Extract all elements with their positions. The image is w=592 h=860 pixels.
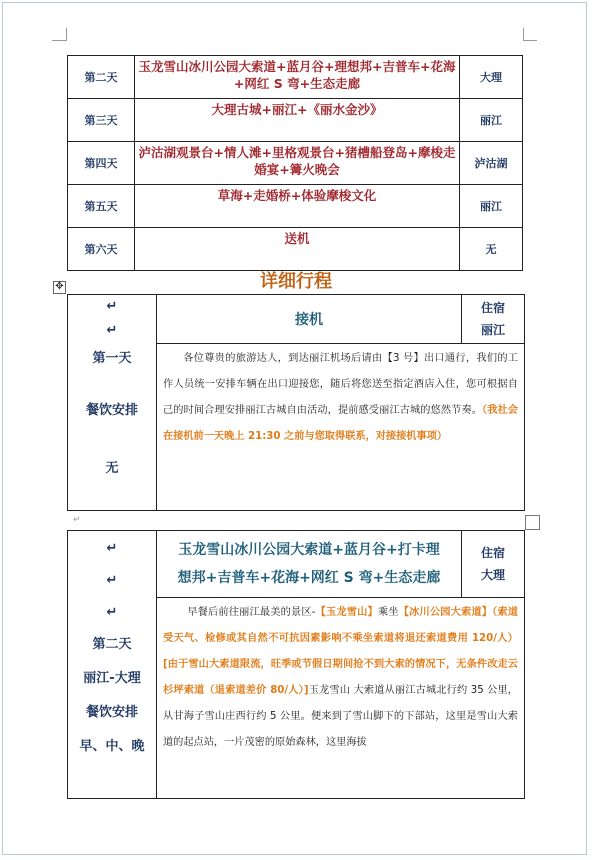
paragraph-mark-icon: ↵ [106,323,118,338]
route-line: 泸沽湖观景台+情人滩+里格观景台+猪槽船登岛+摩梭走 [138,145,456,160]
stay-label: 住宿 [480,546,505,560]
day2-title [157,531,462,598]
route-cell [135,56,460,99]
title-line: 玉龙雪山冰川公园大索道+蓝月谷+打卡理 [178,542,440,558]
stay-value: 大理 [480,568,505,582]
spot-highlight: 【玉龙雪山】 [315,607,378,618]
route-line: 大理古城+丽江+《丽水金沙》 [211,102,383,117]
paragraph-mark-icon: ↵ [106,573,118,588]
day-label: 第三天 [68,99,135,142]
table-row [68,185,523,228]
table-row [68,99,523,142]
meal-spacer [68,375,156,399]
route-cell [135,185,460,228]
paragraph-mark-icon: ↵ [106,541,118,556]
crop-mark-tr-v [523,28,524,41]
move-icon[interactable]: ✥ [53,281,66,294]
route-cell [135,99,460,142]
crop-mark-tl-v [66,28,67,41]
table-row [68,142,523,185]
description-text: 早餐后前往丽江最美的景区- [187,607,316,618]
stay-cell: 丽江 [460,185,523,228]
stay-label: 住宿 [480,301,505,315]
paragraph-mark-icon: ↵ [73,515,81,525]
spot-highlight: 【冰川公园大索道】 [398,607,493,618]
meal-label: 餐饮安排 [85,403,138,418]
table-row [68,295,525,344]
stay-cell: 大理 [460,56,523,99]
paragraph-mark-icon: ↵ [106,605,118,620]
route-line: 送机 [284,231,310,246]
table-end-box [525,515,540,530]
description-text: 玉龙雪山 大索道从丽江古城北行约 35 公里，从甘海子雪山庄西行约 5 公里。便来到了雪山脚下的下部站，这里是雪山大索道的起点站，一片茂密的原始森林，这里海拔 [163,685,518,748]
day2-description [157,598,525,799]
meal-value: 早、中、晚 [79,739,145,754]
description-text: 乘坐 [377,607,399,618]
section-title: 详细行程 [260,271,332,292]
ropeway-notice: （索道受天气、检修或其自然不可抗因素影响不乘坐索道将退还索道费用 120/人）[由于雪山大索道限流，旺季或节假日期间抢不到大索的情况下，无条件改走云杉坪索道（退索道差价 80/人）] [163,607,518,696]
title-line: 想邦+吉普车+花海+网红 S 弯+生态走廊 [177,570,441,586]
day-label: 第四天 [68,142,135,185]
route-cell [135,142,460,185]
day1-table [67,294,525,511]
day-label: 第一天 [92,351,132,366]
description-text: 各位尊贵的旅游达人，到达丽江机场后请由【3 号】出口通行，我们的工作人员统一安排车辆在出口迎接您，随后将您送至指定酒店入住，您可根据自己的时间合理安排丽江古城自由活动，提前感受丽江古城的悠然节奏。 [163,353,518,416]
day-label: 第二天 [92,637,132,652]
route-summary: 丽江-大理 [83,671,141,686]
day1-left-column [68,295,157,511]
stay-cell [462,531,525,598]
day1-title: 接机 [157,295,462,344]
route-line: 婚宴+篝火晚会 [254,162,340,177]
day-label: 第六天 [68,228,135,271]
route-cell [135,228,460,271]
stay-cell [462,295,525,344]
stay-cell: 无 [460,228,523,271]
route-line: 草海+走婚桥+体验摩梭文化 [217,188,377,203]
day1-description [157,344,525,511]
meal-value: 无 [105,461,119,476]
stay-cell: 泸沽湖 [460,142,523,185]
table-row [68,56,523,99]
contact-notice: （我社会在接机前一天晚上 21:30 之前与您取得联系，对接接机事项） [163,405,518,442]
paragraph-mark-icon: ↵ [106,299,118,314]
itinerary-summary-table [67,55,523,271]
meal-label: 餐饮安排 [85,705,138,720]
day2-left-column [68,531,157,799]
table-row [68,228,523,271]
route-line: +网红 S 弯+生态走廊 [233,76,361,91]
stay-cell: 丽江 [460,99,523,142]
route-line: 玉龙雪山冰川公园大索道+蓝月谷+理想邦+吉普车+花海 [138,59,456,74]
day2-table [67,530,525,799]
crop-mark-tl-h [52,40,66,41]
day-label: 第二天 [68,56,135,99]
stay-value: 丽江 [480,323,505,337]
meal-spacer [68,423,156,457]
crop-mark-tr-h [523,40,537,41]
table-row [68,531,525,598]
day-label: 第五天 [68,185,135,228]
